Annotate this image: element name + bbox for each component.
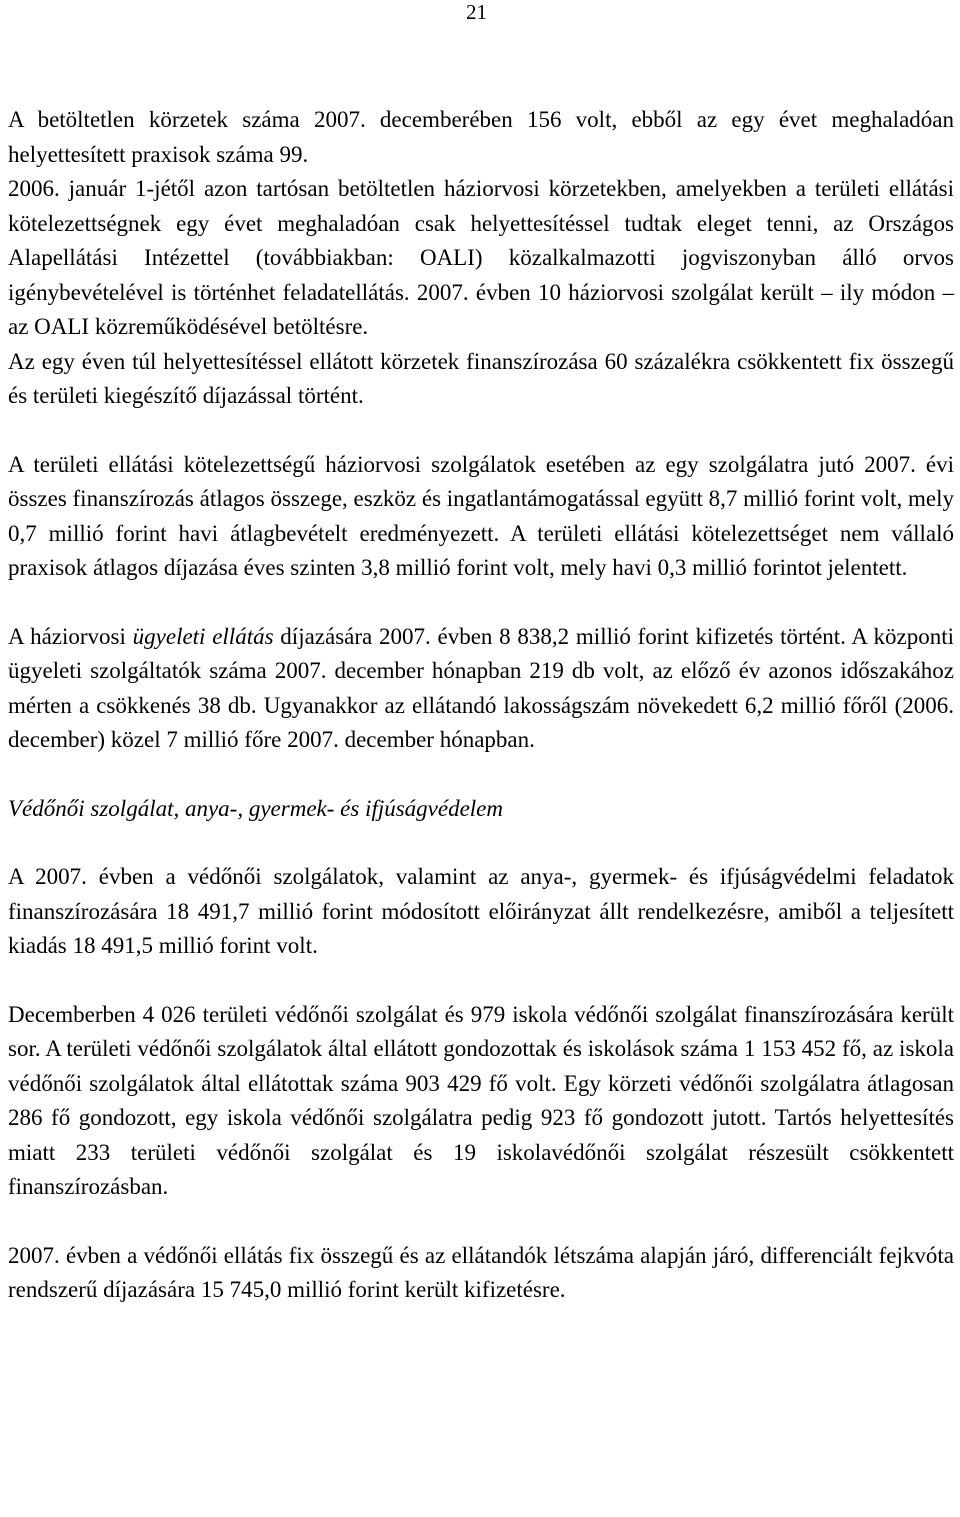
paragraph-substitution-financing: Az egy éven túl helyettesítéssel ellátott körzetek finanszírozása 60 százalékra csökkentett fix összegű és területi kiegészítő díjazással történt. xyxy=(8,348,954,408)
paragraph-on-call-care xyxy=(8,620,954,758)
page-number: 21 xyxy=(466,0,487,24)
paragraph-oali-staffing: 2006. január 1-jétől azon tartósan betöltetlen háziorvosi körzetekben, amelyekben a területi ellátási kötelezettségnek egy évet meghaladóan csak helyettesítéssel tudtak eleget tenni, az Országos Alapellátási Intézettel (továbbiakban: OALI) közalkalmazotti jogviszonyban álló orvos igénybevételével is történhet feladatellátás. 2007. évben 10 háziorvosi szolgálat került – ily módon – az OALI közreműködésével betöltésre. xyxy=(8,176,954,339)
document-body xyxy=(8,103,954,1308)
paragraph-gp-financing: A területi ellátási kötelezettségű háziorvosi szolgálatok esetében az egy szolgálatra jutó 2007. évi összes finanszírozás átlagos összege, eszköz és ingatlantámogatással együtt 8,7 millió forint volt, mely 0,7 millió forint havi átlagbevételt eredményezett. A területi ellátási kötelezettséget nem vállaló praxisok átlagos díjazása éves szinten 3,8 millió forint volt, mely havi 0,3 millió forintot jelentett. xyxy=(8,451,954,580)
paragraph-vacant-districts: A betöltetlen körzetek száma 2007. decemberében 156 volt, ebből az egy évet meghaladóan helyettesített praxisok száma 99. xyxy=(8,107,954,167)
on-call-text-end: díjazására 2007. évben 8 838,2 millió forint kifizetés történt. A központi ügyeleti szolgáltatók száma 2007. december hónapban 219 db volt, az előző év azonos időszakához mérten a csökkenés 38 db. Ugyanakkor az ellátandó lakosságszám növekedett 6,2 millió főről (2006. december) közel 7 millió főre 2007. december hónapban. xyxy=(8,623,954,752)
paragraph-health-visitor-services: Decemberben 4 026 területi védőnői szolgálat és 979 iskola védőnői szolgálat finanszírozására került sor. A területi védőnői szolgálatok által ellátott gondozottak és iskolások száma 1 153 452 fő, az iskola védőnői szolgálatok által ellátottak száma 903 429 fő volt. Egy körzeti védőnői szolgálatra átlagosan 286 fő gondozott, egy iskola védőnői szolgálatra pedig 923 fő gondozott jutott. Tartós helyettesítés miatt 233 területi védőnői szolgálat és 19 iskolavédőnői szolgálat részesült csökkentett finanszírozásban. xyxy=(8,1001,954,1199)
paragraph-health-visitor-budget: A 2007. évben a védőnői szolgálatok, valamint az anya-, gyermek- és ifjúságvédelmi feladatok finanszírozására 18 491,7 millió forint módosított előirányzat állt rendelkezésre, amiből a teljesített kiadás 18 491,5 millió forint volt. xyxy=(8,864,954,958)
section-heading: Védőnői szolgálat, anya-, gyermek- és ifjúságvédelem xyxy=(8,795,504,821)
on-call-emphasis: ügyeleti ellátás xyxy=(132,623,274,649)
on-call-text-start: A háziorvosi xyxy=(8,623,133,649)
paragraph-health-visitor-payments: 2007. évben a védőnői ellátás fix összegű és az ellátandók létszáma alapján járó, differenciált fejkvóta rendszerű díjazására 15 745,0 millió forint került kifizetésre. xyxy=(8,1242,954,1302)
